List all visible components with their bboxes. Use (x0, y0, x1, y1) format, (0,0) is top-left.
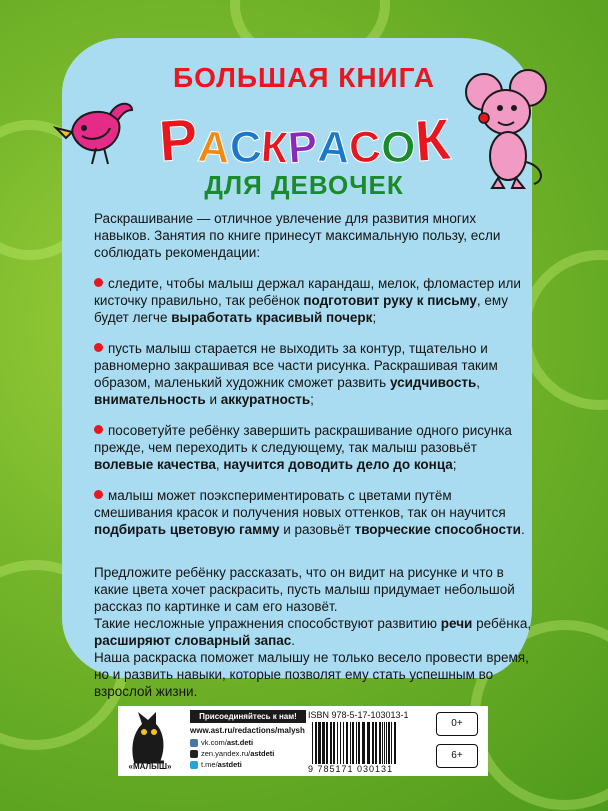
body-text: ; (452, 457, 457, 472)
body-text: , ему будет легче (94, 293, 509, 325)
social-network-icon (190, 739, 198, 747)
title-letter: С (347, 121, 383, 174)
title-letter: О (379, 121, 418, 174)
body-text: . (291, 633, 296, 648)
social-network-icon (190, 750, 198, 758)
bullet-icon (94, 278, 103, 287)
title-letter: К (413, 106, 454, 175)
social-link-url: t.me/ (201, 760, 218, 769)
barcode-icon (308, 722, 430, 764)
imprint-box (118, 706, 488, 776)
recommendation-item (94, 340, 534, 408)
closing-paragraph (94, 615, 534, 649)
body-text: ; (310, 392, 314, 407)
social-network-icon (190, 761, 198, 769)
title-letter: А (196, 121, 232, 174)
social-link-url: zen.yandex.ru/ (201, 749, 251, 758)
emphasis-text: научится доводить дело до конца (223, 457, 453, 472)
body-text: Такие несложные упражнения способствуют развитию (94, 616, 441, 631)
body-text: малыш может поэкспериментировать с цветами путём смешивания красок и получения новых оттенков, так он научится (94, 488, 506, 520)
title-letter: Р (156, 106, 201, 175)
publisher-website[interactable]: www.ast.ru/redactions/malysh (190, 726, 305, 735)
social-link-handle: astdeti (250, 749, 275, 758)
bullet-icon (94, 343, 103, 352)
emphasis-text: расширяют словарный запас (94, 633, 292, 648)
body-text: ; (372, 310, 377, 325)
body-text: следите, чтобы малыш держал карандаш, мелок, фломастер или кисточку правильно, так ребёнок (94, 276, 521, 308)
emphasis-text: подбирать цветовую гамму (94, 522, 280, 537)
social-link-handle: astdeti (217, 760, 242, 769)
title-letter: С (227, 121, 264, 174)
emphasis-text: выработать красивый почерк (171, 310, 373, 325)
description-text (94, 210, 534, 700)
publisher-name: «МАЛЫШ» (128, 762, 172, 771)
body-text: и разовьёт (279, 522, 355, 537)
emphasis-text: подготовит руку к письму (303, 293, 477, 308)
body-text: . (520, 522, 525, 537)
emphasis-text: усидчивость (389, 375, 477, 390)
age-rating-badge: 6+ (436, 744, 478, 768)
emphasis-text: волевые качества (94, 457, 216, 472)
body-text: и (205, 392, 221, 407)
body-text: ребёнка, (472, 616, 532, 631)
recommendation-item (94, 275, 534, 326)
bird-icon (52, 92, 136, 170)
bullet-icon (94, 490, 103, 499)
body-text: , (215, 457, 224, 472)
body-text: Наша раскраска поможет малышу не только весело провести время, но и развить навыки, которые позволят ему стать успешным во взрослой жизни. (94, 650, 529, 699)
social-link[interactable] (190, 749, 274, 758)
social-link[interactable] (190, 738, 253, 747)
recommendations-list (94, 275, 534, 538)
barcode-number: 9 785171 030131 (308, 764, 394, 774)
age-rating-badge: 0+ (436, 712, 478, 736)
body-text: , (476, 375, 481, 390)
closing-paragraph (94, 564, 534, 615)
intro-paragraph: Раскрашивание — отличное увлечение для развития многих навыков. Занятия по книге принесут максимальную пользу, если соблюдать рекомендации: (94, 211, 501, 260)
closing-text (94, 564, 534, 700)
join-us-banner: Присоединяйтесь к нам! (190, 710, 306, 723)
emphasis-text: речи (440, 616, 473, 631)
title-letter: А (315, 121, 352, 174)
title-letter: К (259, 122, 290, 173)
social-link[interactable] (190, 760, 242, 769)
recommendation-item (94, 487, 534, 538)
body-text: посоветуйте ребёнку завершить раскрашивание одного рисунка прежде, чем переходить к следующему, так малыш разовьёт (94, 423, 512, 455)
body-text: Предложите ребёнку рассказать, что он видит на рисунке и что в какие цвета хочет раскрасить, пусть малыш придумает небольшой рассказ по картинке и сам его назовёт. (94, 565, 515, 614)
title-main (150, 94, 460, 175)
bullet-icon (94, 425, 103, 434)
emphasis-text: творческие способности (354, 522, 521, 537)
emphasis-text: аккуратность (220, 392, 311, 407)
isbn-text: ISBN 978-5-17-103013-1 (308, 710, 409, 720)
closing-paragraph (94, 649, 534, 700)
title-line-3: ДЛЯ ДЕВОЧЕК (204, 170, 404, 200)
emphasis-text: внимательность (94, 392, 206, 407)
title-line-1: БОЛЬШАЯ КНИГА (172, 62, 435, 93)
title-letter: Р (286, 122, 320, 173)
social-link-url: vk.com/ (201, 738, 227, 747)
social-link-handle: ast.deti (226, 738, 254, 747)
recommendation-item (94, 422, 534, 473)
body-text: пусть малыш старается не выходить за контур, тщательно и равномерно закрашивая все части рисунка. Раскрашивая таким образом, маленький художник сможет развить (94, 341, 498, 390)
